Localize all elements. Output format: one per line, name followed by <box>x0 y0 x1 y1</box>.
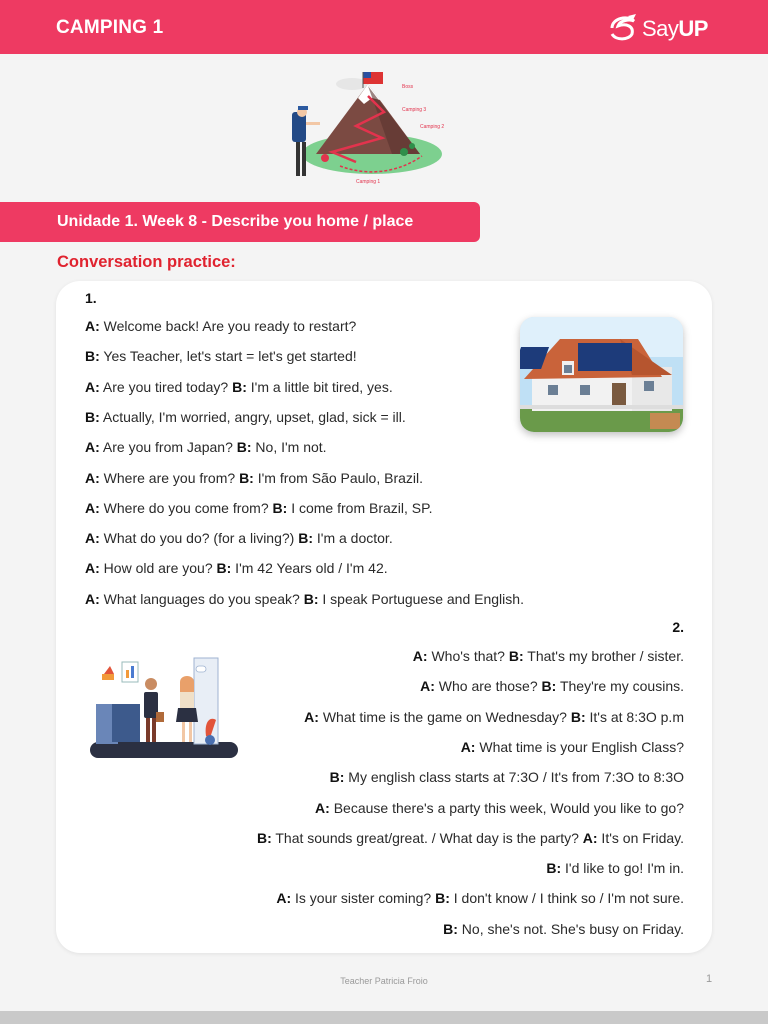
dialogue-text: I'm a little bit tired, yes. <box>246 378 393 395</box>
part2-line-8 <box>546 860 684 876</box>
part2-line-1 <box>413 648 684 664</box>
dialogue-text: What time is your English Class? <box>475 738 684 755</box>
footer-teacher: Teacher Patricia Froio <box>340 976 428 986</box>
speaker-label: B: <box>443 920 458 937</box>
part1-line-10 <box>85 591 524 607</box>
dialogue-text: That's my brother / sister. <box>523 648 684 664</box>
speaker-label: B: <box>216 560 232 577</box>
part1-line-6 <box>85 470 423 486</box>
speaker-label: A: <box>460 738 476 755</box>
speaker-label: B: <box>435 890 450 907</box>
speaker-label: B: <box>256 829 272 846</box>
dialogue-text: I'm a doctor. <box>313 530 393 547</box>
hero-label-camping2: Camping 2 <box>420 124 445 130</box>
logo-say: Say <box>642 16 679 41</box>
speaker-label: B: <box>232 378 247 395</box>
dialogue-text: What do you do? (for a living?) <box>99 530 295 547</box>
dialogue-text: Where are you from? <box>99 469 236 486</box>
part1-line-2 <box>85 348 357 364</box>
speaker-label: A: <box>582 829 598 846</box>
dialogue-text: I'm from São Paulo, Brazil. <box>253 469 424 486</box>
speaker-label: A: <box>85 318 100 334</box>
dialogue-text: Yes Teacher, let's start = let's get started! <box>99 348 357 365</box>
speaker-label: A: <box>304 708 319 725</box>
logo-up: UP <box>678 16 708 41</box>
dialogue-text: I'm 42 Years old / I'm 42. <box>231 560 388 577</box>
part1-line-5 <box>85 439 327 455</box>
part2-line-5 <box>330 769 684 785</box>
bottom-strip <box>0 1011 768 1024</box>
speaker-label: B: <box>329 769 345 786</box>
part2-line-4 <box>461 739 684 755</box>
part1-number: 1. <box>85 290 97 306</box>
dialogue-text: No, I'm not. <box>251 439 327 456</box>
part2-line-9 <box>276 890 684 906</box>
dialogue-text: Actually, I'm worried, angry, upset, glad, sick = ill. <box>99 408 406 425</box>
speaker-label: A: <box>85 469 100 486</box>
hero-label-boss: Boss <box>402 84 414 90</box>
sayup-logo <box>606 10 726 46</box>
dialogue-text: I come from Brazil, SP. <box>287 499 433 516</box>
speaker-label: A: <box>276 890 292 907</box>
dialogue-text: What languages do you speak? <box>99 590 300 607</box>
speaker-label: B: <box>303 590 319 607</box>
speaker-label: B: <box>541 678 557 695</box>
part1-line-9 <box>85 560 388 576</box>
dialogue-text: My english class starts at 7:3O / It's from 7:3O to 8:3O <box>344 769 684 786</box>
house-photo <box>520 317 683 432</box>
page-number: 1 <box>706 973 713 985</box>
dialogue-text: I don't know / I think so / I'm not sure. <box>449 890 684 907</box>
speaker-label: B: <box>236 439 252 456</box>
dialogue-text: How old are you? <box>99 560 213 577</box>
people-illustration <box>88 656 244 762</box>
part2-number: 2. <box>672 619 684 635</box>
part2-line-2 <box>420 678 684 694</box>
dialogue-text: What time is the game on Wednesday? <box>318 708 567 725</box>
unit-title: Unidade 1. Week 8 - Describe you home / place <box>57 213 414 230</box>
part1-line-7 <box>85 500 433 516</box>
speaker-label: A: <box>420 678 435 695</box>
part2-line-3 <box>304 709 684 725</box>
speaker-label: B: <box>298 530 313 547</box>
dialogue-text: It's on Friday. <box>597 829 684 846</box>
speaker-label: A: <box>85 439 100 456</box>
dialogue-text: Who's that? <box>427 648 505 664</box>
speaker-label: A: <box>85 499 100 516</box>
part2-line-6 <box>315 800 684 816</box>
part1-line-3 <box>85 379 393 395</box>
speaker-label: B: <box>85 348 100 365</box>
logo-swirl-icon <box>606 12 640 42</box>
dialogue-text: Is your sister coming? <box>291 890 432 907</box>
dialogue-text: I'd like to go! I'm in. <box>561 860 684 877</box>
part2-line-7 <box>257 830 684 846</box>
speaker-label: B: <box>546 860 562 877</box>
dialogue-text: Because there's a party this week, Would you like to go? <box>329 799 684 816</box>
dialogue-text: Who are those? <box>434 678 538 695</box>
dialogue-text: Welcome back! Are you ready to restart? <box>99 318 357 334</box>
hero-label-camping1: Camping 1 <box>356 179 381 185</box>
part2-line-10 <box>443 921 684 937</box>
speaker-label: A: <box>85 590 100 607</box>
dialogue-text: Are you tired today? <box>99 378 229 395</box>
dialogue-text: I speak Portuguese and English. <box>318 590 524 607</box>
speaker-label: A: <box>412 648 428 664</box>
part1-line-1 <box>85 318 356 334</box>
mountain-illustration <box>272 66 494 190</box>
dialogue-text: They're my cousins. <box>556 678 684 695</box>
section-title: Conversation practice: <box>57 253 236 271</box>
dialogue-text: Are you from Japan? <box>99 439 233 456</box>
dialogue-text: That sounds great/great. / What day is the party? <box>271 829 579 846</box>
unit-banner <box>0 202 480 242</box>
speaker-label: B: <box>508 648 524 664</box>
dialogue-text: It's at 8:3O p.m <box>585 708 684 725</box>
dialogue-text: No, she's not. She's busy on Friday. <box>457 920 684 937</box>
part1-line-8 <box>85 530 393 546</box>
part1-line-4 <box>85 409 406 425</box>
header-bar <box>0 0 768 54</box>
speaker-label: B: <box>570 708 586 725</box>
speaker-label: B: <box>239 469 254 486</box>
speaker-label: A: <box>85 560 100 577</box>
dialogue-text: Where do you come from? <box>99 499 269 516</box>
hero-label-camping3: Camping 3 <box>402 107 427 113</box>
speaker-label: B: <box>272 499 288 516</box>
speaker-label: A: <box>85 378 100 395</box>
page-title: CAMPING 1 <box>56 17 164 38</box>
speaker-label: B: <box>85 408 100 425</box>
speaker-label: A: <box>315 799 330 816</box>
speaker-label: A: <box>85 530 100 547</box>
